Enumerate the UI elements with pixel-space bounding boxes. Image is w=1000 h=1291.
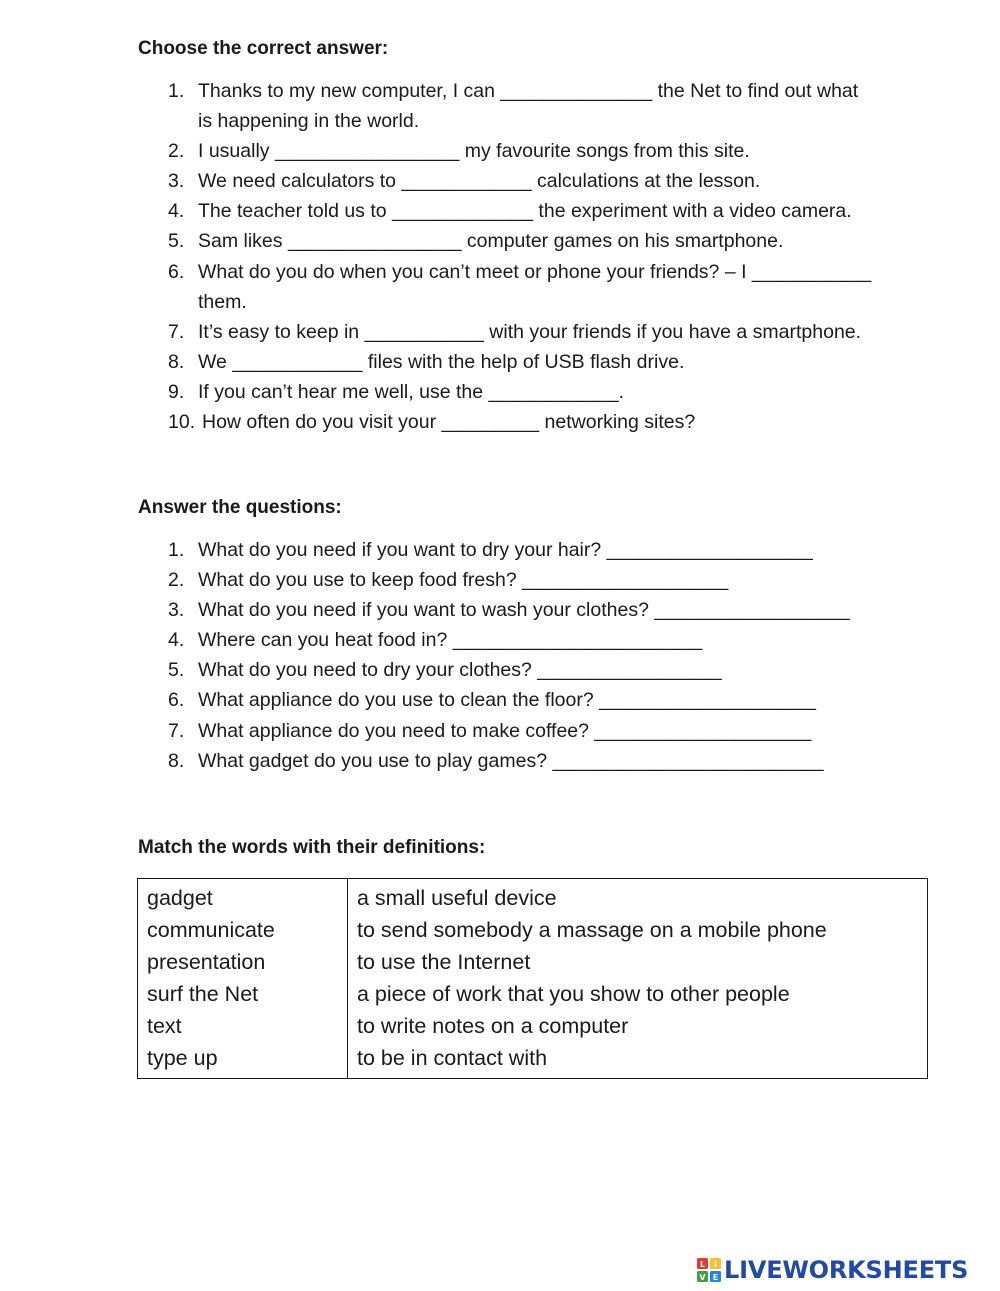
item-text-line: What do you need to dry your clothes? _________________ <box>198 659 722 682</box>
item-text <box>202 407 695 437</box>
item-text <box>198 76 858 136</box>
choose-item <box>168 166 871 196</box>
match-word: type up <box>147 1046 218 1070</box>
item-text <box>198 136 750 166</box>
logo-letter: I <box>714 1259 717 1269</box>
item-number: 1. <box>168 539 185 561</box>
match-word: surf the Net <box>147 982 259 1006</box>
match-definition: to write notes on a computer <box>357 1014 629 1038</box>
item-number: 5. <box>168 230 185 253</box>
choose-item <box>168 317 871 347</box>
section-heading-choose: Choose the correct answer: <box>138 38 389 59</box>
match-definition: to be in contact with <box>357 1046 548 1070</box>
item-text-line: We need calculators to ____________ calculations at the lesson. <box>198 170 761 193</box>
item-number: 3. <box>168 599 185 622</box>
answer-item <box>168 655 850 685</box>
words-column <box>138 879 348 1079</box>
answer-item <box>168 746 850 776</box>
matching-table <box>137 878 928 1079</box>
answer-item <box>168 625 850 655</box>
item-text <box>198 565 728 595</box>
item-number: 1. <box>168 80 185 102</box>
choose-item <box>168 347 871 377</box>
match-definition: a piece of work that you show to other people <box>357 982 790 1006</box>
item-text-line: Thanks to my new computer, I can ______________ the Net to find out what <box>198 80 859 102</box>
item-text-line: What appliance do you need to make coffee? ____________________ <box>198 719 812 742</box>
item-text-line: Where can you heat food in? _______________________ <box>198 629 703 652</box>
item-text <box>198 535 813 565</box>
item-text-line: What do you use to keep food fresh? ___________________ <box>198 569 729 592</box>
item-text-line: is happening in the world. <box>198 110 420 133</box>
liveworksheets-wordmark: LIVEWORKSHEETS <box>724 1256 969 1284</box>
item-text-line: What do you need if you want to wash your clothes? __________________ <box>198 599 850 622</box>
logo-letter: V <box>699 1272 706 1282</box>
item-text-line: What do you need if you want to dry your hair? ___________________ <box>198 539 813 561</box>
item-text <box>198 257 871 317</box>
item-number: 10. <box>168 411 196 434</box>
item-number: 6. <box>168 689 185 712</box>
item-number: 7. <box>168 320 185 343</box>
item-text-line: What do you do when you can’t meet or phone your friends? – I ___________ <box>198 260 872 283</box>
item-text-line: I usually _________________ my favourite songs from this site. <box>198 140 750 163</box>
item-text <box>198 377 624 407</box>
liveworksheets-brand <box>697 1255 968 1285</box>
choose-item <box>168 377 871 407</box>
item-text-line: How often do you visit your _________ networking sites? <box>202 411 696 434</box>
item-text-line: Sam likes ________________ computer games on his smartphone. <box>198 230 784 253</box>
choose-item <box>168 196 871 226</box>
item-text-line: What gadget do you use to play games? _________________________ <box>198 749 824 772</box>
logo-letter: E <box>712 1272 719 1282</box>
match-definition: to use the Internet <box>357 950 531 974</box>
answer-item <box>168 535 850 565</box>
item-text <box>198 625 702 655</box>
choose-item <box>168 257 871 317</box>
match-word: text <box>147 1014 182 1038</box>
choose-item <box>168 226 871 256</box>
item-text <box>198 196 852 226</box>
item-number: 2. <box>168 569 185 592</box>
item-number: 2. <box>168 140 185 163</box>
liveworksheets-logo-icon <box>697 1258 721 1282</box>
answer-item <box>168 716 850 746</box>
item-number: 3. <box>168 170 185 193</box>
definitions-column <box>348 879 928 1079</box>
item-text-line: We ____________ files with the help of USB flash drive. <box>198 350 685 373</box>
item-text-line: them. <box>198 290 247 313</box>
answer-item <box>168 685 850 715</box>
item-text-line: The teacher told us to _____________ the experiment with a video camera. <box>198 200 852 223</box>
item-number: 4. <box>168 200 185 223</box>
choose-item <box>168 76 871 136</box>
answer-questions-list <box>168 535 850 776</box>
choose-item <box>168 136 871 166</box>
item-text-line: It’s easy to keep in ___________ with your friends if you have a smartphone. <box>198 320 862 343</box>
matching-table-row <box>138 879 928 1079</box>
item-text <box>198 226 783 256</box>
item-number: 7. <box>168 719 185 742</box>
item-number: 8. <box>168 350 185 373</box>
item-text <box>198 716 811 746</box>
item-number: 4. <box>168 629 185 652</box>
match-word: communicate <box>147 918 275 942</box>
match-word: presentation <box>147 950 266 974</box>
item-number: 6. <box>168 260 185 283</box>
item-text <box>198 746 824 776</box>
match-word: gadget <box>147 886 213 910</box>
item-number: 5. <box>168 659 185 682</box>
item-text <box>198 655 722 685</box>
section-heading-answer: Answer the questions: <box>138 497 342 518</box>
section-heading-match: Match the words with their definitions: <box>138 837 486 858</box>
item-number: 8. <box>168 749 185 772</box>
match-definition: to send somebody a massage on a mobile phone <box>357 918 827 942</box>
match-definition: a small useful device <box>357 886 557 910</box>
choose-item <box>168 407 871 437</box>
item-text-line: What appliance do you use to clean the floor? ____________________ <box>198 689 816 712</box>
item-text <box>198 595 850 625</box>
item-text-line: If you can’t hear me well, use the ____________. <box>198 380 625 403</box>
answer-item <box>168 565 850 595</box>
item-number: 9. <box>168 380 185 403</box>
item-text <box>198 166 760 196</box>
item-text <box>198 317 861 347</box>
logo-letter: L <box>699 1259 706 1269</box>
answer-item <box>168 595 850 625</box>
item-text <box>198 347 684 377</box>
item-text <box>198 685 816 715</box>
choose-answer-list <box>168 76 871 437</box>
